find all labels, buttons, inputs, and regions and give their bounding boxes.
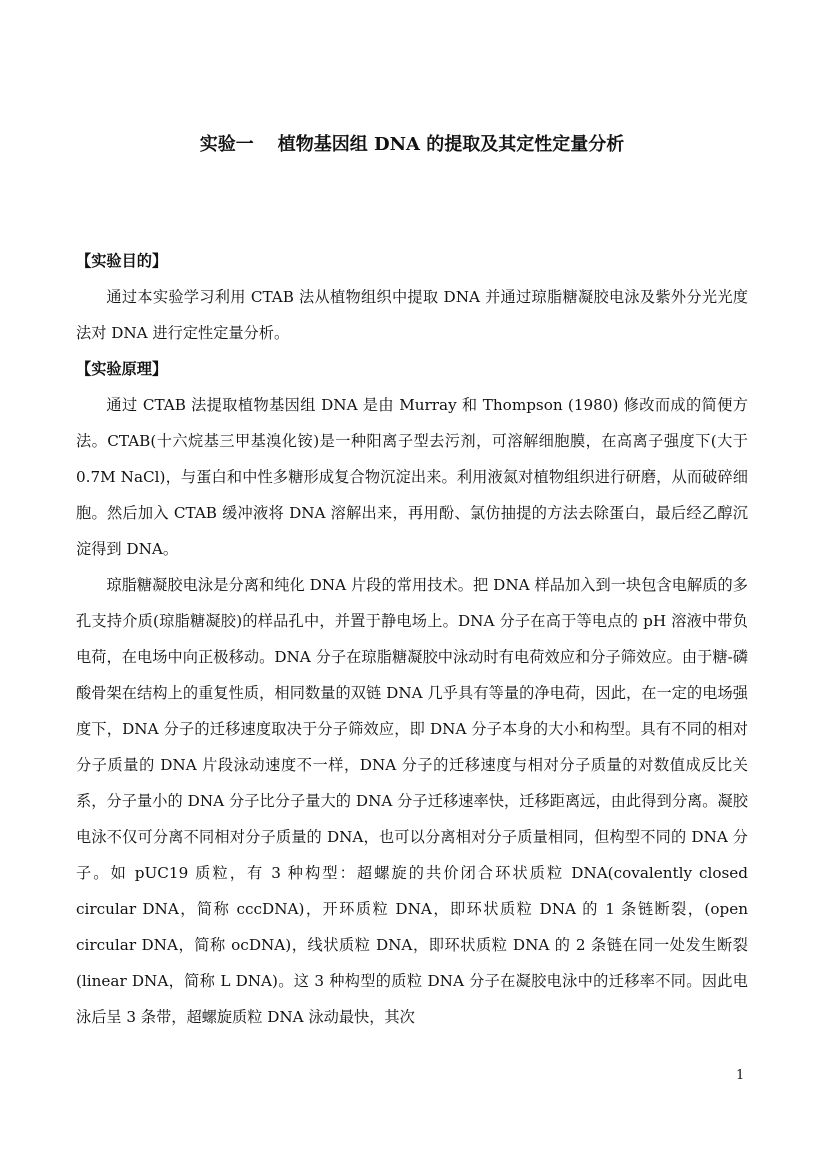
principle-paragraph-2: 琼脂糖凝胶电泳是分离和纯化 DNA 片段的常用技术。把 DNA 样品加入到一块包含电解质的多孔支持介质(琼脂糖凝胶)的样品孔中，并置于静电场上。DNA 分子在高于等电点的 pH 溶液中带负电荷，在电场中向正极移动。DNA 分子在琼脂糖凝胶中泳动时有电荷效应和分子筛效应。由于糖-磷酸骨架在结构上的重复性质，相同数量的双链 DNA 几乎具有等量的净电荷，因此，在一定的电场强度下，DNA 分子的迁移速度取决于分子筛效应，即 DNA 分子本身的大小和构型。具有不同的相对分子质量的 DNA 片段泳动速度不一样，DNA 分子的迁移速度与相对分子质量的对数值成反比关系，分子量小的 DNA 分子比分子量大的 DNA 分子迁移速率快，迁移距离远，由此得到分离。凝胶电泳不仅可分离不同相对分子质量的 DNA，也可以分离相对分子质量相同，但构型不同的 DNA 分子。如 pUC19 质粒，有 3 种构型：超螺旋的共价闭合环状质粒 DNA(covalently closed circular DNA，简称 cccDNA)，开环质粒 DNA，即环状质粒 DNA 的 1 条链断裂，(open circular DNA，简称 ocDNA)，线状质粒 DNA，即环状质粒 DNA 的 2 条链在同一处发生断裂(linear DNA，简称 L DNA)。这 3 种构型的质粒 DNA 分子在凝胶电泳中的迁移率不同。因此电泳后呈 3 条带，超螺旋质粒 DNA 泳动最快，其次 [76, 576, 748, 1026]
section-heading-principle: 【实验原理】 [76, 360, 168, 378]
principle-paragraph-1: 通过 CTAB 法提取植物基因组 DNA 是由 Murray 和 Thompson (1980) 修改而成的简便方法。CTAB(十六烷基三甲基溴化铵)是一种阳离子型去污剂，可溶解细胞膜，在高离子强度下(大于 0.7M NaCl)，与蛋白和中性多糖形成复合物沉淀出来。利用液氮对植物组织进行研磨，从而破碎细胞。然后加入 CTAB 缓冲液将 DNA 溶解出来，再用酚、氯仿抽提的方法去除蛋白，最后经乙醇沉淀得到 DNA。 [76, 396, 748, 558]
page-title [0, 132, 824, 158]
title-text: 植物基因组 DNA 的提取及其定性定量分析 [277, 134, 625, 155]
title-experiment-number: 实验一 [199, 134, 254, 155]
document-body [76, 243, 748, 1035]
section-heading-purpose: 【实验目的】 [76, 252, 168, 270]
page-number: 1 [736, 1068, 745, 1083]
purpose-paragraph: 通过本实验学习利用 CTAB 法从植物组织中提取 DNA 并通过琼脂糖凝胶电泳及紫外分光光度法对 DNA 进行定性定量分析。 [76, 288, 748, 342]
